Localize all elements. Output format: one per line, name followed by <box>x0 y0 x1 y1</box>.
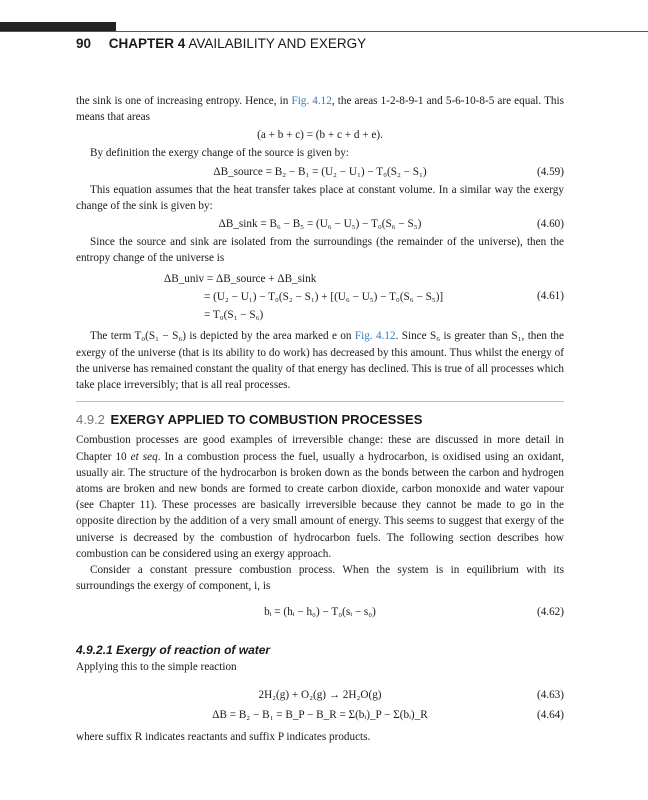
equation-4-63: 2H₂(g) + O₂(g) → 2H₂O(g) (4.63) <box>76 685 564 705</box>
equation-areas: (a + b + c) = (b + c + d + e). <box>257 129 383 142</box>
paragraph: This equation assumes that the heat transfer takes place at constant volume. In a similar way the exergy change of the sink is given by: <box>76 183 564 212</box>
equation-4-59: ΔB_source = B₂ − B₁ = (U₂ − U₁) − T₀(S₂ − S₁) (4.59) <box>76 162 564 182</box>
paragraph: Consider a constant pressure combustion process. When the system is in equilibrium with its surroundings the exergy of component, i, is <box>76 564 564 593</box>
chapter-label: CHAPTER 4 <box>108 36 186 51</box>
page-body <box>76 93 564 745</box>
equation-4-62: bᵢ = (hᵢ − h₀) − T₀(sᵢ − s₀) (4.62) <box>76 602 564 622</box>
page-number: 90 <box>76 36 92 51</box>
paragraph: Applying this to the simple reaction <box>76 660 237 673</box>
paragraph: where suffix R indicates reactants and suffix P indicates products. <box>76 730 371 743</box>
equation-4-60: ΔB_sink = B₆ − B₅ = (U₆ − U₅) − T₀(S₆ − S₅) (4.60) <box>76 214 564 234</box>
paragraph: Since the source and sink are isolated from the surroundings (the remainder of the universe), then the entropy change of the universe is <box>76 236 564 265</box>
figure-link[interactable]: Fig. 4.12 <box>354 330 396 343</box>
header-rule <box>0 31 648 32</box>
chapter-title: AVAILABILITY AND EXERGY <box>188 36 367 51</box>
figure-link[interactable]: Fig. 4.12 <box>291 95 332 107</box>
equation-number: (4.62) <box>536 606 564 619</box>
equation-4-64: ΔB = B₂ − B₁ = B_P − B_R = Σ(bᵢ)_P − Σ(bᵢ)_R (4.64) <box>76 705 564 725</box>
equation-number: (4.63) <box>536 688 564 701</box>
equation-number: (4.59) <box>536 165 564 178</box>
running-header <box>76 36 366 51</box>
equation-number: (4.64) <box>536 708 564 721</box>
paragraph: Combustion processes are good examples of irreversible change: these are discussed in more detail in Chapter 10 et seq. In a combustion process the fuel, usually a hydrocarbon, is oxidised using an oxidant, usually air. The structure of the hydrocarbon is broken down as the bonds between the carbon and hydrogen atoms are broken and new bonds are formed to create carbon dioxide, carbon monoxide and water vapour (see Chapter 11). These processes are basically irreversible because they cannot be made to go in the opposite direction by the addition of a very small amount of energy. This seems to suggest that exergy of the universe is decreased by the combustion of hydrocarbon fuels. The following section describes how combustion can be considered using an exergy approach. <box>76 434 564 560</box>
subsection-heading: 4.9.2.1 Exergy of reaction of water <box>76 643 271 658</box>
section-heading: 4.9.2 EXERGY APPLIED TO COMBUSTION PROCESSES <box>76 412 423 428</box>
equation-number: (4.61) <box>536 290 564 303</box>
section-rule <box>76 401 564 402</box>
paragraph: By definition the exergy change of the source is given by: <box>90 147 349 160</box>
paragraph: the sink is one of increasing entropy. Hence, in Fig. 4.12, the areas 1-2-8-9-1 and 5-6-10-8-5 are equal. This means that areas <box>76 95 564 124</box>
equation-number: (4.60) <box>536 218 564 231</box>
paragraph: The term T₀(S₁ − S₆) is depicted by the area marked e on Fig. 4.12. Since S₆ is greater than S₁, then the exergy of the universe (that is its ability to do work) has decreased by this amount. Thus whilst the energy of the universe has remained constant the quality of that energy has declined. This is true of all processes which take place irreversibly; that is all real processes. <box>76 330 564 392</box>
equation-4-61: ΔB_univ = ΔB_source + ΔB_sink = (U₂ − U₁) − T₀(S₂ − S₁) + [(U₆ − U₅) − T₀(S₆ − S₅)] = T₀(S₁ − S₆) (4.61) <box>164 273 564 322</box>
